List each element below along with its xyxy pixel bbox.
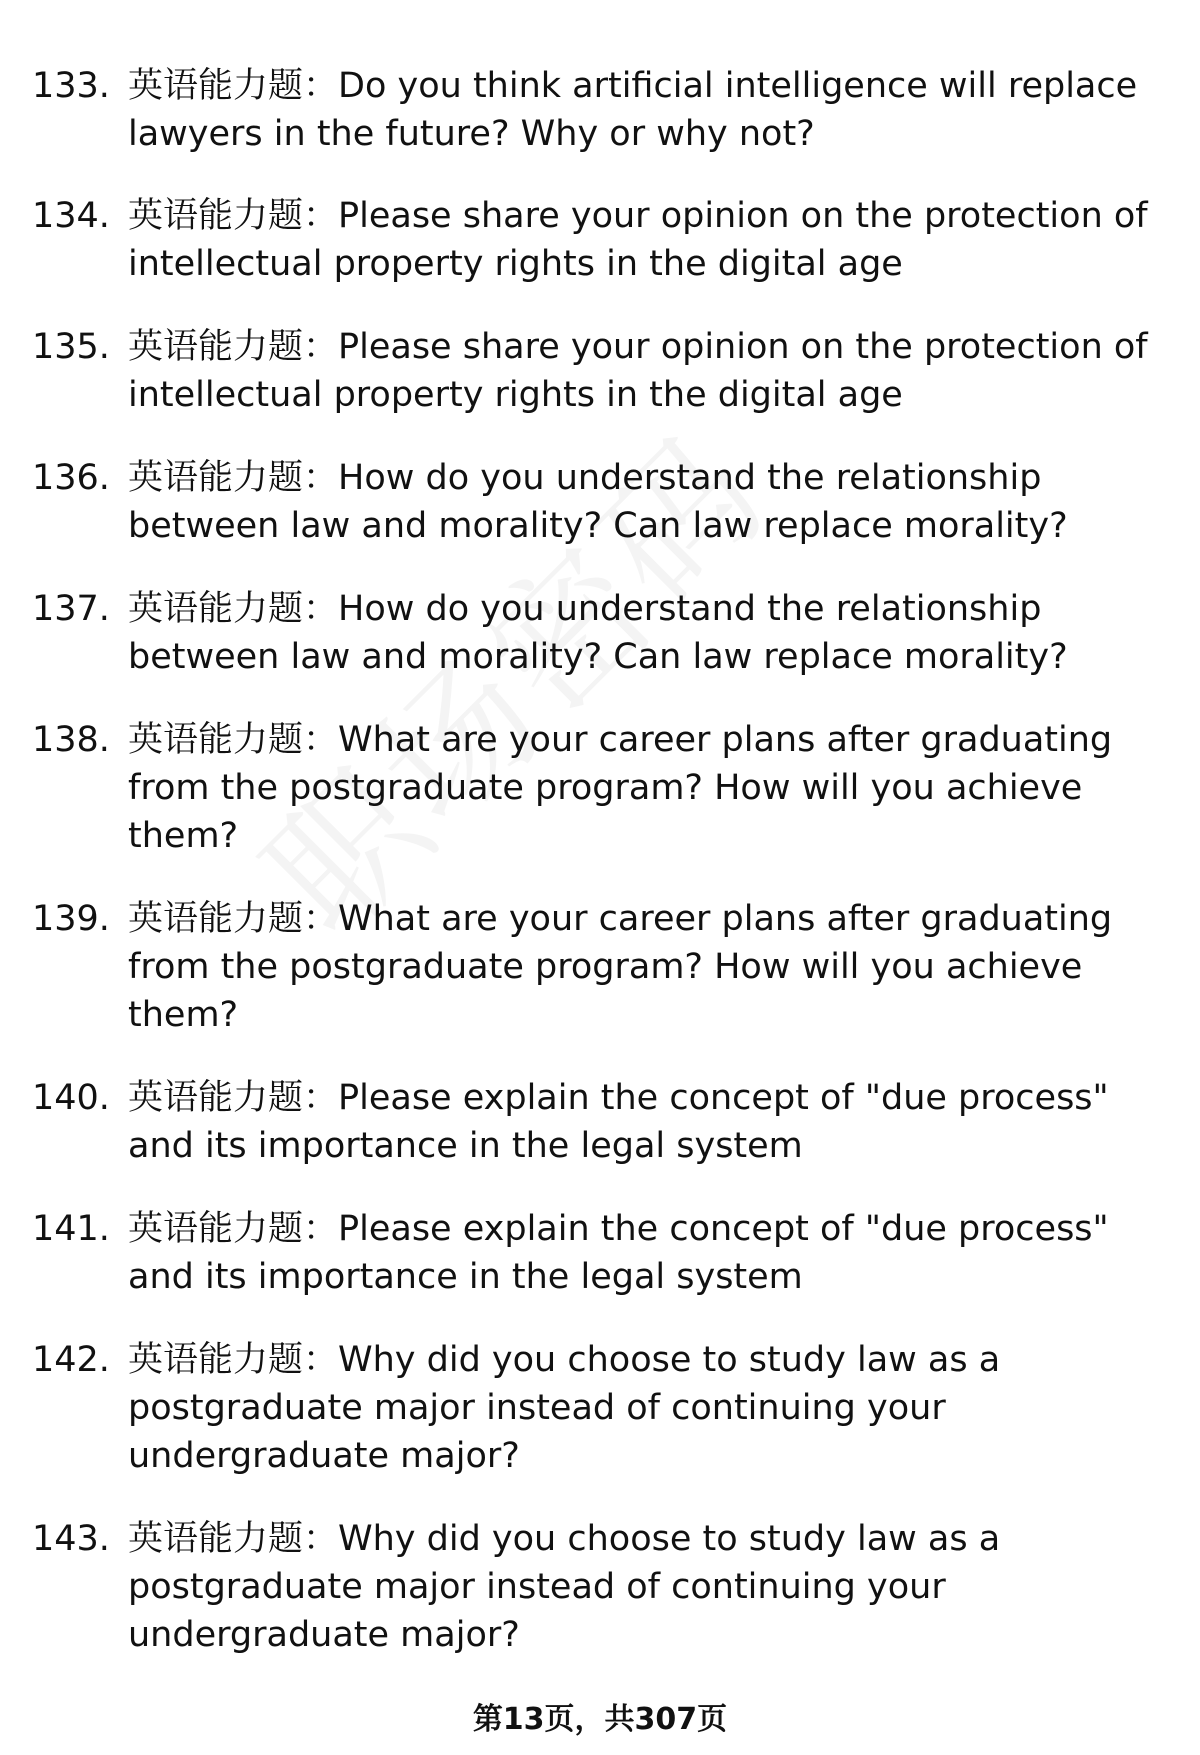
question-text	[128, 454, 1148, 550]
question-label: 英语能力题：	[128, 327, 339, 367]
question-number: 138.	[32, 720, 110, 760]
question-body: How do you understand the relationship between law and morality? Can law replace morality?	[128, 458, 1068, 546]
question-body: Please explain the concept of "due process" and its importance in the legal system	[128, 1078, 1109, 1166]
question-body: Do you think artificial intelligence will replace lawyers in the future? Why or why not?	[128, 66, 1138, 154]
question-label: 英语能力题：	[128, 458, 339, 498]
question-number: 139.	[32, 899, 110, 939]
question-text	[128, 895, 1148, 1039]
question-body: What are your career plans after graduating from the postgraduate program? How will you achieve them?	[128, 720, 1113, 856]
question-number: 136.	[32, 458, 110, 498]
question-body: Please share your opinion on the protection of intellectual property rights in the digital age	[128, 327, 1148, 415]
question-label: 英语能力题：	[128, 196, 339, 236]
question-text	[128, 1205, 1148, 1301]
question-label: 英语能力题：	[128, 1209, 339, 1249]
question-text	[128, 323, 1148, 419]
question-label: 英语能力题：	[128, 720, 339, 760]
question-number: 142.	[32, 1340, 110, 1380]
question-label: 英语能力题：	[128, 1340, 339, 1380]
question-body: Why did you choose to study law as a postgraduate major instead of continuing your undergraduate major?	[128, 1519, 1001, 1655]
question-text	[128, 192, 1148, 288]
question-number: 134.	[32, 196, 110, 236]
question-body: Please explain the concept of "due process" and its importance in the legal system	[128, 1209, 1109, 1297]
question-label: 英语能力题：	[128, 1078, 339, 1118]
question-number: 143.	[32, 1519, 110, 1559]
question-body: Why did you choose to study law as a postgraduate major instead of continuing your undergraduate major?	[128, 1340, 1001, 1476]
question-number: 133.	[32, 66, 110, 106]
question-text	[128, 62, 1148, 158]
question-label: 英语能力题：	[128, 899, 339, 939]
question-number: 140.	[32, 1078, 110, 1118]
page-number: 第13页，共307页	[472, 1702, 728, 1737]
question-number: 135.	[32, 327, 110, 367]
question-text	[128, 1074, 1148, 1170]
question-label: 英语能力题：	[128, 66, 339, 106]
question-label: 英语能力题：	[128, 1519, 339, 1559]
question-body: How do you understand the relationship between law and morality? Can law replace morality?	[128, 589, 1068, 677]
question-body: Please share your opinion on the protection of intellectual property rights in the digital age	[128, 196, 1148, 284]
question-number: 141.	[32, 1209, 110, 1249]
question-text	[128, 1515, 1148, 1659]
question-text	[128, 716, 1148, 860]
question-text	[128, 585, 1148, 681]
question-body: What are your career plans after graduating from the postgraduate program? How will you achieve them?	[128, 899, 1113, 1035]
question-text	[128, 1336, 1148, 1480]
question-label: 英语能力题：	[128, 589, 339, 629]
question-number: 137.	[32, 589, 110, 629]
